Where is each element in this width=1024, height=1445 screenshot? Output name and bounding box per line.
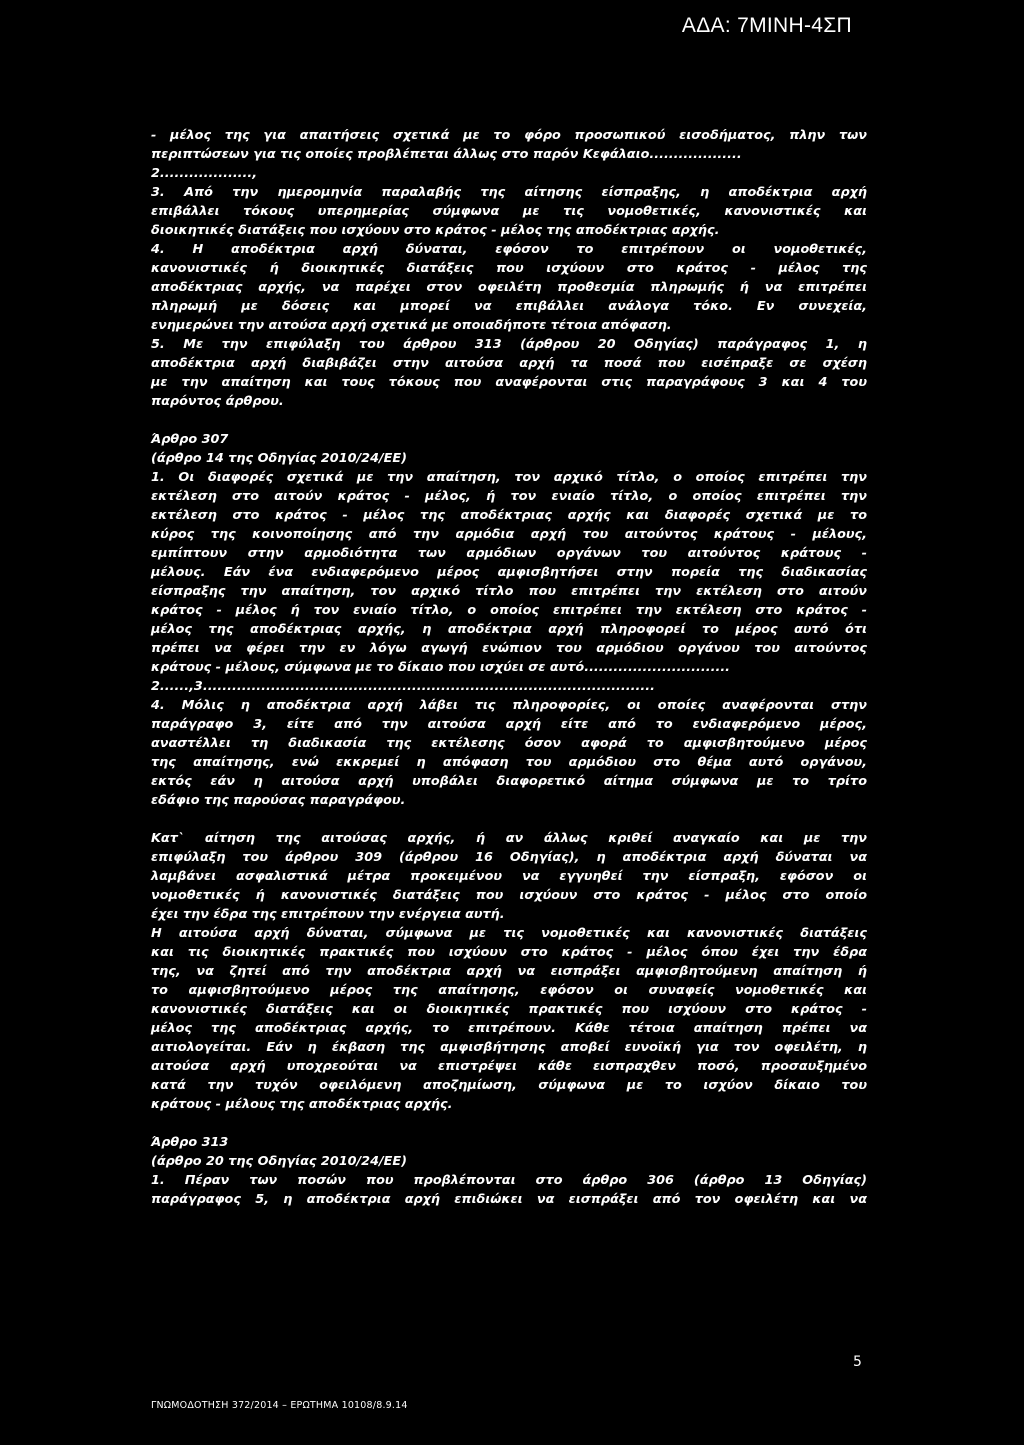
text-line: 2......,3............................................................................................. [151, 679, 655, 694]
text-line: 5. Με την επιφύλαξη του άρθρου 313 (άρθρου 20 Οδηγίας) παράγραφος 1, η [151, 337, 867, 352]
text-line: έχει την έδρα της επιτρέπουν την ενέργεια αυτή. [151, 907, 505, 922]
text-line: της απαίτησης, ενώ εκκρεμεί η απόφαση του αρμόδιου στο θέμα αυτό οργάνου, [151, 755, 867, 770]
text-line: πληρωμή με δόσεις και μπορεί να επιβάλλει ανάλογα τόκο. Εν συνεχεία, [151, 299, 867, 314]
text-line: - μέλος της για απαιτήσεις σχετικά με το φόρο προσωπικού εισοδήματος, πλην των [151, 128, 867, 143]
text-line: παράγραφος 5, η αποδέκτρια αρχή επιδιώκει να εισπράξει από τον οφειλέτη και να [151, 1192, 867, 1207]
blank-line [151, 810, 867, 829]
text-line: κύρος της κοινοποίησης από την αρμόδια αρχή του αιτούντος κράτους - μέλους, [151, 527, 867, 542]
text-line: 2..................., [151, 166, 258, 181]
article-heading: Άρθρο 313 [151, 1135, 229, 1150]
text-line: περιπτώσεων για τις οποίες προβλέπεται άλλως στο παρόν Κεφάλαιο................... [151, 147, 742, 162]
text-line: εκτέλεση στο κράτος - μέλος της αποδέκτριας αρχής και διαφορές σχετικά με το [151, 508, 867, 523]
text-line: διοικητικές διατάξεις που ισχύουν στο κράτος - μέλος της αποδέκτριας αρχής. [151, 223, 720, 238]
text-line: αποδέκτρια αρχή διαβιβάζει στην αιτούσα αρχή τα ποσά που εισέπραξε σε σχέση [151, 356, 867, 371]
article-subheading: (άρθρο 14 της Οδηγίας 2010/24/ΕΕ) [151, 451, 408, 466]
text-line: εμπίπτουν στην αρμοδιότητα των αρμόδιων οργάνων του αιτούντος κράτους - [151, 546, 867, 561]
text-line: νομοθετικές ή κανονιστικές διατάξεις που ισχύουν στο κράτος - μέλος στο οποίο [151, 888, 867, 903]
text-line: αιτούσα αρχή υποχρεούται να επιστρέψει κάθε εισπραχθεν ποσό, προσαυξημένο [151, 1059, 867, 1074]
article-subheading: (άρθρο 20 της Οδηγίας 2010/24/ΕΕ) [151, 1154, 408, 1169]
text-line: ενημερώνει την αιτούσα αρχή σχετικά με οποιαδήποτε τέτοια απόφαση. [151, 318, 672, 333]
text-line: πρέπει να φέρει την εν λόγω αγωγή ενώπιον του αρμόδιου οργάνου του αιτούντος [151, 641, 867, 656]
text-line: εδάφιο της παρούσας παραγράφου. [151, 793, 406, 808]
text-line: επιβάλλει τόκους υπερημερίας σύμφωνα με τις νομοθετικές, κανονιστικές και [151, 204, 867, 219]
ada-code: ΑΔΑ: 7ΜΙΝΗ-4ΣΠ [681, 14, 852, 37]
text-line: αναστέλλει τη διαδικασία της εκτέλεσης όσον αφορά το αμφισβητούμενο μέρος [151, 736, 867, 751]
blank-line [151, 1114, 867, 1133]
text-line: επιφύλαξη του άρθρου 309 (άρθρου 16 Οδηγίας), η αποδέκτρια αρχή δύναται να [151, 850, 867, 865]
text-line: 4. Μόλις η αποδέκτρια αρχή λάβει τις πληροφορίες, οι οποίες αναφέρονται στην [151, 698, 867, 713]
text-line: μέλους. Εάν ένα ενδιαφερόμενο μέρος αμφισβητήσει στην πορεία της διαδικασίας [151, 565, 867, 580]
text-line: μέλος της αποδέκτριας αρχής, το επιτρέπουν. Κάθε τέτοια απαίτηση πρέπει να [151, 1021, 867, 1036]
text-line: παράγραφο 3, είτε από την αιτούσα αρχή είτε από το ενδιαφερόμενο μέρος, [151, 717, 867, 732]
text-line: εκτός εάν η αιτούσα αρχή υποβάλει διαφορετικό αίτημα σύμφωνα με το τρίτο [151, 774, 867, 789]
text-line: Κατ` αίτηση της αιτούσας αρχής, ή αν άλλως κριθεί αναγκαίο και με την [151, 831, 867, 846]
text-line: 3. Από την ημερομηνία παραλαβής της αίτησης είσπραξης, η αποδέκτρια αρχή [151, 185, 867, 200]
text-line: και τις διοικητικές πρακτικές που ισχύουν στο κράτος - μέλος όπου έχει την έδρα [151, 945, 867, 960]
text-line: το αμφισβητούμενο μέρος της απαίτησης, εφόσον οι συναφείς νομοθετικές και [151, 983, 867, 998]
footer-reference: ΓΝΩΜΟΔΟΤΗΣΗ 372/2014 – ΕΡΩΤΗΜΑ 10108/8.9.14 [151, 1400, 408, 1411]
text-line: 1. Οι διαφορές σχετικά με την απαίτηση, τον αρχικό τίτλο, ο οποίος επιτρέπει την [151, 470, 867, 485]
text-line: εκτέλεση στο αιτούν κράτος - μέλος, ή τον ενιαίο τίτλο, ο οποίος επιτρέπει την [151, 489, 867, 504]
page-number: 5 [853, 1354, 862, 1370]
text-line: μέλος της αποδέκτριας αρχής, η αποδέκτρια αρχή πληροφορεί το μέρος αυτό ότι [151, 622, 867, 637]
text-line: κράτος - μέλος ή τον ενιαίο τίτλο, ο οποίος επιτρέπει την εκτέλεση στο κράτος - [151, 603, 867, 618]
text-line: κανονιστικές διατάξεις και οι διοικητικές πρακτικές που ισχύουν στο κράτος - [151, 1002, 867, 1017]
text-line: αιτιολογείται. Εάν η έκβαση της αμφισβήτησης αποβεί ευνοϊκή για τον οφειλέτη, η [151, 1040, 867, 1055]
text-line: με την απαίτηση και τους τόκους που αναφέρονται στις παραγράφους 3 και 4 του [151, 375, 867, 390]
text-line: κατά την τυχόν οφειλόμενη αποζημίωση, σύμφωνα με το ισχύον δίκαιο του [151, 1078, 867, 1093]
article-heading: Άρθρο 307 [151, 432, 229, 447]
text-line: της, να ζητεί από την αποδέκτρια αρχή να εισπράξει αμφισβητούμενη απαίτηση ή [151, 964, 867, 979]
text-line: λαμβάνει ασφαλιστικά μέτρα προκειμένου να εγγυηθεί την είσπραξη, εφόσον οι [151, 869, 867, 884]
blank-line [151, 411, 867, 430]
text-line: είσπραξης την απαίτηση, τον αρχικό τίτλο που επιτρέπει την εκτέλεση στο αιτούν [151, 584, 867, 599]
document-body [151, 126, 867, 1209]
text-line: κράτους - μέλους, σύμφωνα με το δίκαιο που ισχύει σε αυτό.............................. [151, 660, 731, 675]
text-line: 4. Η αποδέκτρια αρχή δύναται, εφόσον το επιτρέπουν οι νομοθετικές, [151, 242, 867, 257]
text-line: 1. Πέραν των ποσών που προβλέπονται στο άρθρο 306 (άρθρο 13 Οδηγίας) [151, 1173, 867, 1188]
text-line: κανονιστικές ή διοικητικές διατάξεις που ισχύουν στο κράτος - μέλος της [151, 261, 867, 276]
text-line: αποδέκτριας αρχής, να παρέχει στον οφειλέτη προθεσμία πληρωμής ή να επιτρέπει [151, 280, 867, 295]
text-line: Η αιτούσα αρχή δύναται, σύμφωνα με τις νομοθετικές και κανονιστικές διατάξεις [151, 926, 867, 941]
text-line: κράτους - μέλους της αποδέκτριας αρχής. [151, 1097, 453, 1112]
text-line: παρόντος άρθρου. [151, 394, 284, 409]
